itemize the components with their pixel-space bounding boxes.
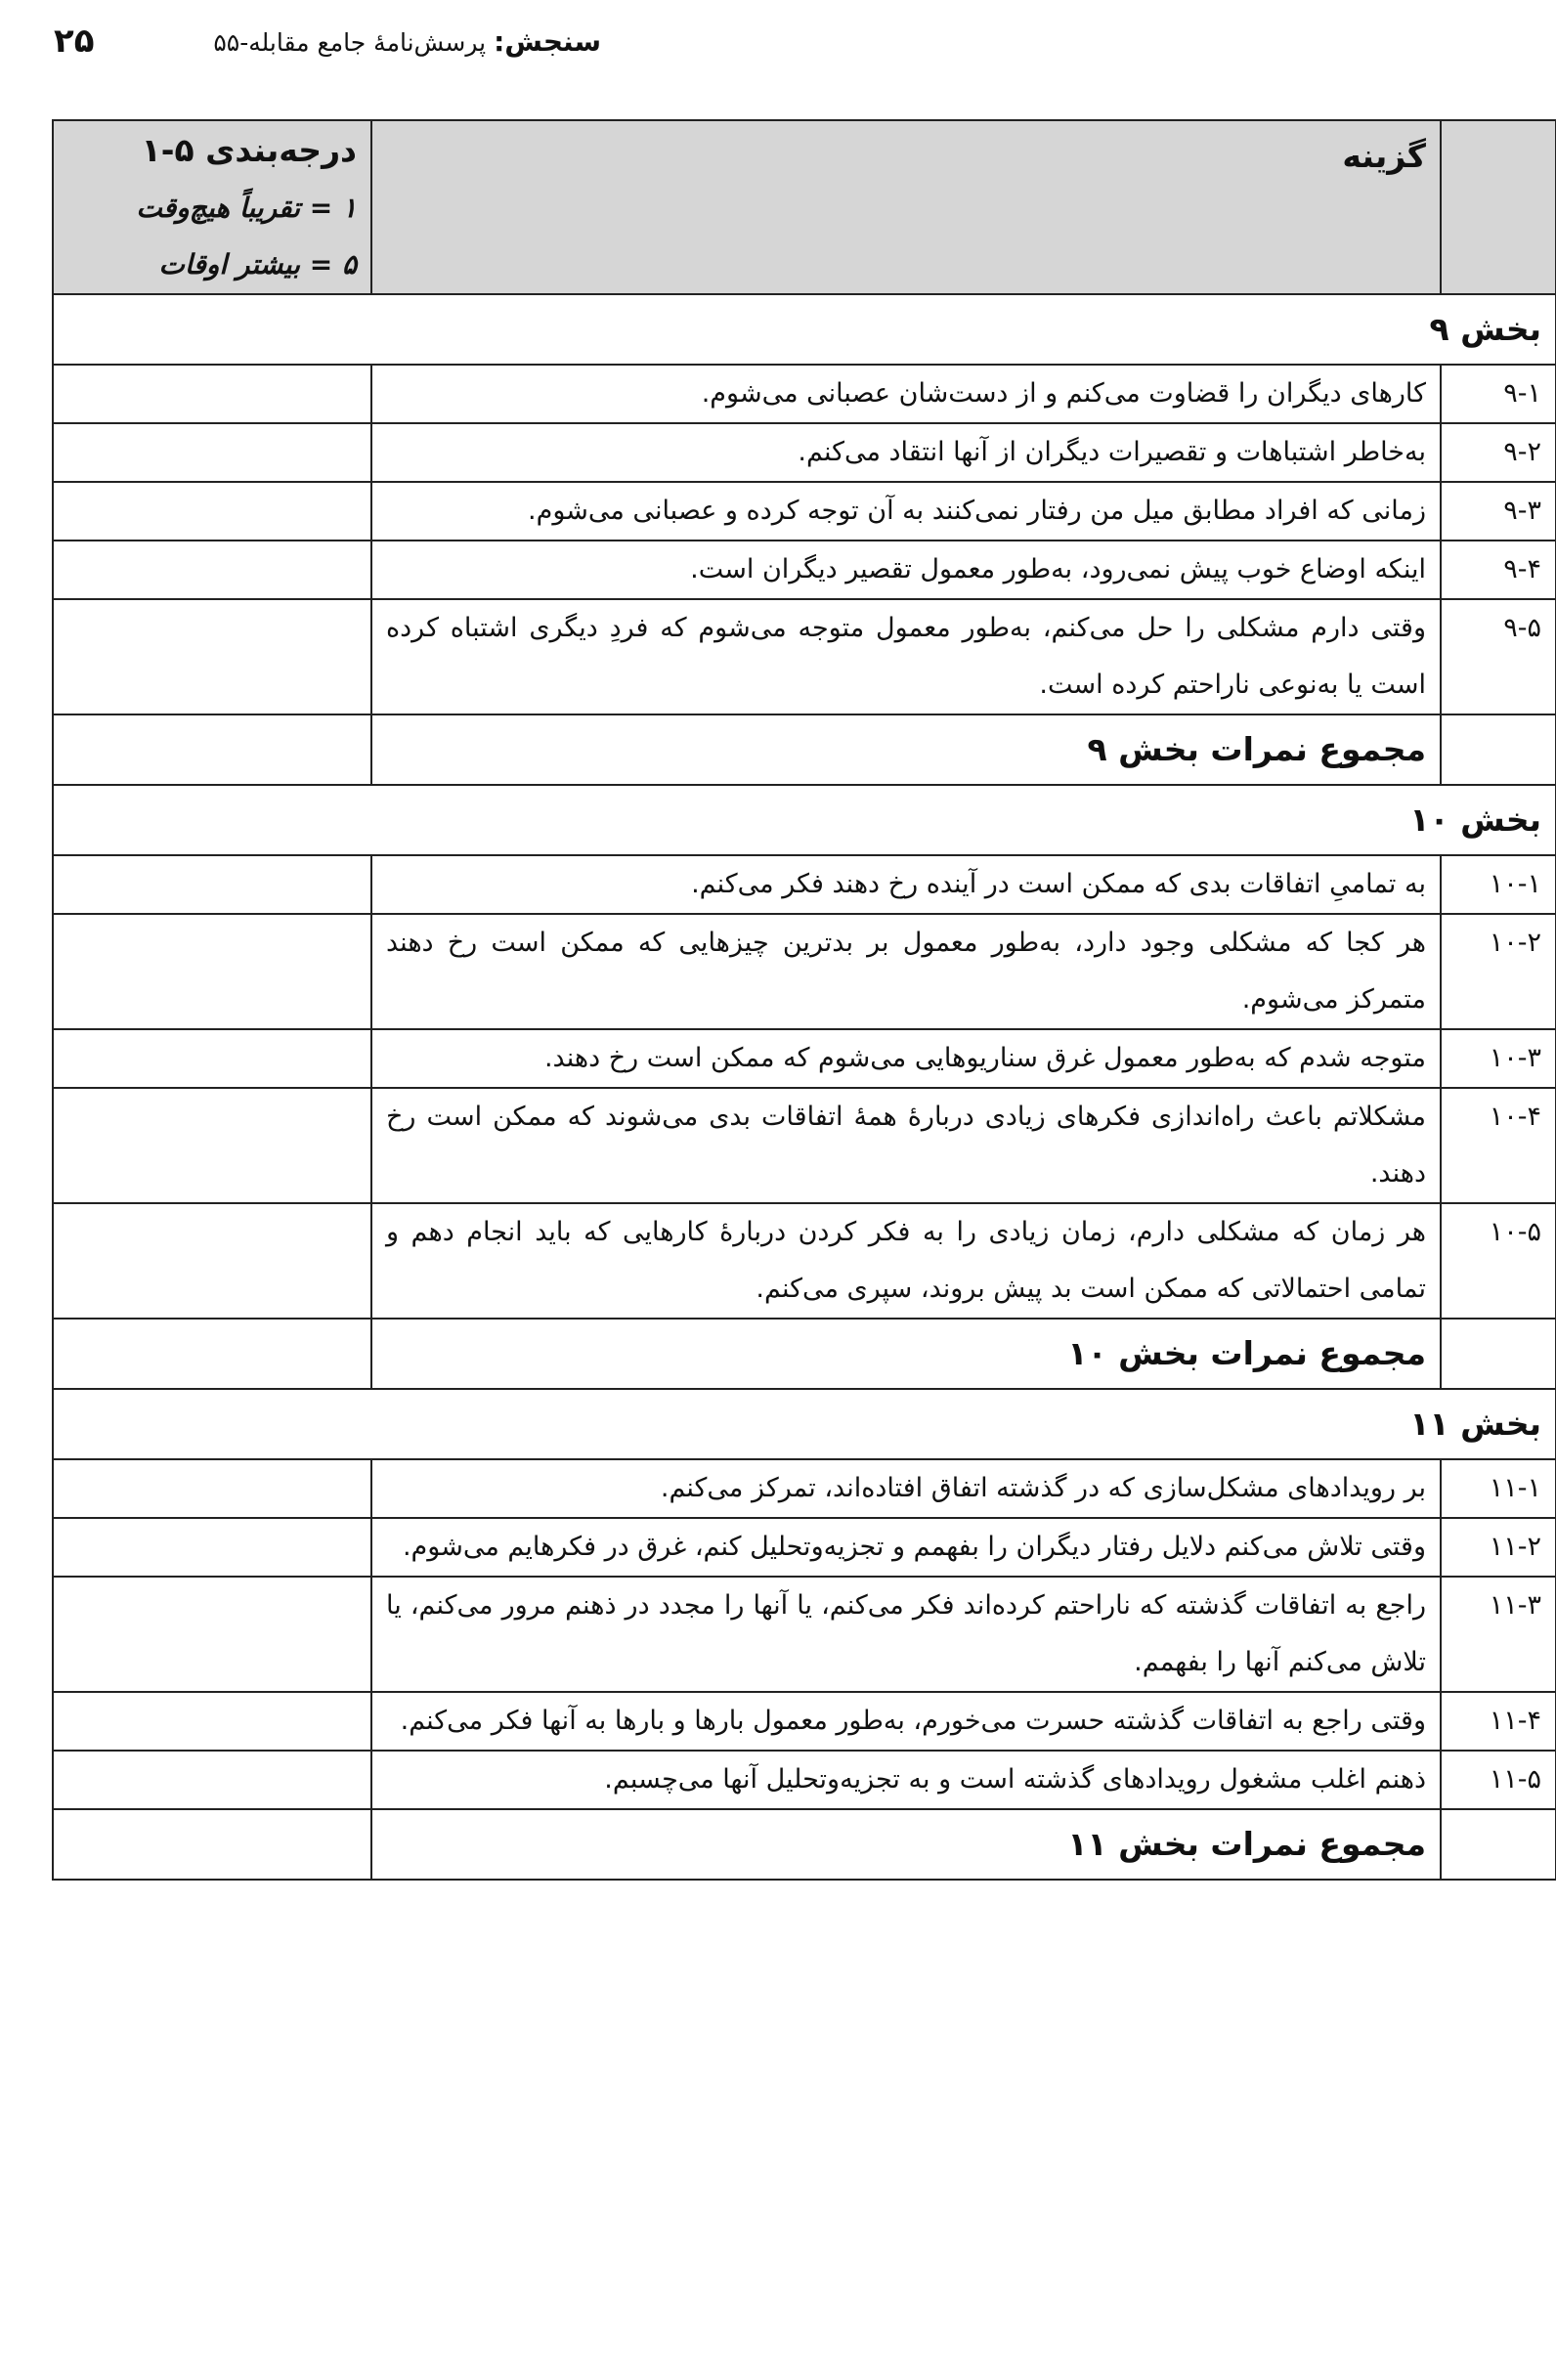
question-text: متوجه شدم که به‌طور معمول غرق سناریوهایی می‌شوم که ممکن است رخ دهند.: [371, 1029, 1441, 1088]
page-number: ۲۵: [54, 22, 95, 61]
total-score-cell[interactable]: [53, 714, 371, 785]
total-blank-cell: [1441, 1319, 1556, 1389]
rating-scale-title: درجه‌بندی ۵-۱: [141, 131, 357, 169]
question-text: مشکلاتم باعث راه‌اندازی فکرهای زیادی دربارۀ همۀ اتفاقات بدی می‌شوند که ممکن است رخ دهند.: [371, 1088, 1441, 1203]
score-cell[interactable]: [53, 482, 371, 541]
question-row: [53, 914, 1556, 1029]
question-row: [53, 1088, 1556, 1203]
header-id-cell: [1441, 120, 1556, 294]
score-cell[interactable]: [53, 1692, 371, 1751]
question-number: ۹-۳: [1441, 482, 1556, 541]
total-blank-cell: [1441, 714, 1556, 785]
section-title: بخش ۹: [53, 294, 1556, 365]
question-row: [53, 423, 1556, 482]
question-number: ۱۱-۲: [1441, 1518, 1556, 1577]
question-row: [53, 1692, 1556, 1751]
score-cell[interactable]: [53, 855, 371, 914]
question-row: [53, 482, 1556, 541]
question-number: ۱۰-۱: [1441, 855, 1556, 914]
question-text: زمانی که افراد مطابق میل من رفتار نمی‌کنند به آن توجه کرده و عصبانی می‌شوم.: [371, 482, 1441, 541]
question-text: وقتی راجع به اتفاقات گذشته حسرت می‌خورم، به‌طور معمول بارها و بارها به آنها فکر می‌کنم.: [371, 1692, 1441, 1751]
score-cell[interactable]: [53, 365, 371, 423]
section-header-row: [53, 1389, 1556, 1459]
question-text: اینکه اوضاع خوب پیش نمی‌رود، به‌طور معمول تقصیر دیگران است.: [371, 541, 1441, 599]
question-number: ۱۱-۴: [1441, 1692, 1556, 1751]
question-text: هر زمان که مشکلی دارم، زمان زیادی را به فکر کردن دربارۀ کارهایی که باید انجام دهم و تمامی احتمالاتی که ممکن است بد پیش بروند، سپری می‌کنم.: [371, 1203, 1441, 1319]
question-row: [53, 1459, 1556, 1518]
running-head-label: سنجش:: [494, 25, 601, 58]
running-head: [213, 25, 601, 58]
question-text: ذهنم اغلب مشغول رویدادهای گذشته است و به تجزیه‌وتحلیل آنها می‌چسبم.: [371, 1751, 1441, 1809]
score-cell[interactable]: [53, 1029, 371, 1088]
question-text: به تمامیِ اتفاقات بدی که ممکن است در آینده رخ دهند فکر می‌کنم.: [371, 855, 1441, 914]
question-number: ۹-۱: [1441, 365, 1556, 423]
question-text: هر کجا که مشکلی وجود دارد، به‌طور معمول بر بدترین چیزهایی که ممکن است رخ دهند متمرکز می‌شوم.: [371, 914, 1441, 1029]
question-row: [53, 1577, 1556, 1692]
section-header-row: [53, 294, 1556, 365]
rating-scale-low: ۱ = تقریباً هیچ‌وقت: [136, 192, 357, 224]
question-row: [53, 365, 1556, 423]
rating-scale-high: ۵ = بیشتر اوقات: [158, 248, 357, 281]
score-cell[interactable]: [53, 1751, 371, 1809]
section-total-row: [53, 714, 1556, 785]
section-total-label: مجموع نمرات بخش ۹: [371, 714, 1441, 785]
section-total-row: [53, 1319, 1556, 1389]
question-number: ۹-۵: [1441, 599, 1556, 714]
question-row: [53, 1518, 1556, 1577]
score-cell[interactable]: [53, 1203, 371, 1319]
question-number: ۱۰-۴: [1441, 1088, 1556, 1203]
question-text: بر رویدادهای مشکل‌سازی که در گذشته اتفاق افتاده‌اند، تمرکز می‌کنم.: [371, 1459, 1441, 1518]
score-cell[interactable]: [53, 1518, 371, 1577]
table-header-row: [53, 120, 1556, 294]
question-row: [53, 855, 1556, 914]
section-total-label: مجموع نمرات بخش ۱۰: [371, 1319, 1441, 1389]
question-text: کارهای دیگران را قضاوت می‌کنم و از دست‌شان عصبانی می‌شوم.: [371, 365, 1441, 423]
section-total-row: [53, 1809, 1556, 1880]
total-score-cell[interactable]: [53, 1319, 371, 1389]
section-total-label: مجموع نمرات بخش ۱۱: [371, 1809, 1441, 1880]
score-cell[interactable]: [53, 541, 371, 599]
question-text: راجع به اتفاقات گذشته که ناراحتم کرده‌اند فکر می‌کنم، یا آنها را مجدد در ذهنم مرور می‌کنم، یا تلاش می‌کنم آنها را بفهمم.: [371, 1577, 1441, 1692]
score-cell[interactable]: [53, 914, 371, 1029]
page-header: [54, 22, 601, 70]
question-number: ۱۰-۵: [1441, 1203, 1556, 1319]
question-text: وقتی تلاش می‌کنم دلایل رفتار دیگران را بفهمم و تجزیه‌وتحلیل کنم، غرق در فکرهایم می‌شوم.: [371, 1518, 1441, 1577]
question-row: [53, 1029, 1556, 1088]
question-number: ۱۱-۱: [1441, 1459, 1556, 1518]
score-cell[interactable]: [53, 599, 371, 714]
header-option-label: گزینه: [371, 120, 1441, 294]
running-head-title: پرسش‌نامۀ جامع مقابله-۵۵: [213, 28, 487, 57]
questionnaire-table: [52, 119, 1556, 1881]
header-rating-cell: [53, 120, 371, 294]
score-cell[interactable]: [53, 1577, 371, 1692]
total-blank-cell: [1441, 1809, 1556, 1880]
question-number: ۹-۴: [1441, 541, 1556, 599]
question-number: ۱۱-۵: [1441, 1751, 1556, 1809]
question-number: ۱۰-۳: [1441, 1029, 1556, 1088]
question-text: به‌خاطر اشتباهات و تقصیرات دیگران از آنها انتقاد می‌کنم.: [371, 423, 1441, 482]
question-row: [53, 1203, 1556, 1319]
score-cell[interactable]: [53, 1459, 371, 1518]
section-title: بخش ۱۱: [53, 1389, 1556, 1459]
question-number: ۱۰-۲: [1441, 914, 1556, 1029]
total-score-cell[interactable]: [53, 1809, 371, 1880]
score-cell[interactable]: [53, 1088, 371, 1203]
section-header-row: [53, 785, 1556, 855]
question-row: [53, 1751, 1556, 1809]
question-text: وقتی دارم مشکلی را حل می‌کنم، به‌طور معمول متوجه می‌شوم که فردِ دیگری اشتباه کرده است یا به‌نوعی ناراحتم کرده است.: [371, 599, 1441, 714]
question-row: [53, 541, 1556, 599]
question-row: [53, 599, 1556, 714]
section-title: بخش ۱۰: [53, 785, 1556, 855]
question-number: ۱۱-۳: [1441, 1577, 1556, 1692]
question-number: ۹-۲: [1441, 423, 1556, 482]
score-cell[interactable]: [53, 423, 371, 482]
